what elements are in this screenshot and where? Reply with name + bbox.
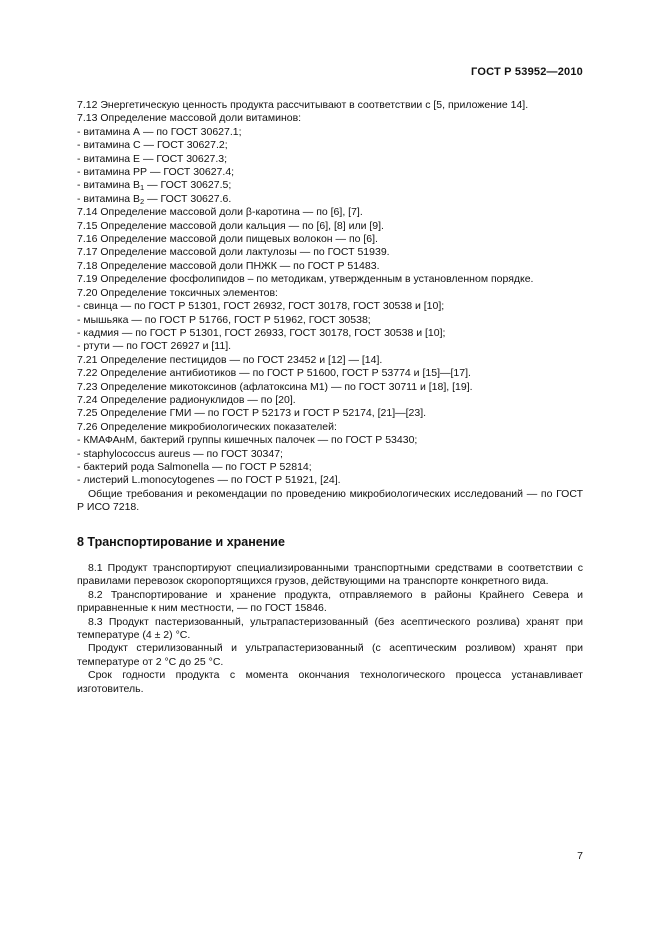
list-item: - мышьяка — по ГОСТ Р 51766, ГОСТ Р 51962, ГОСТ 30538; — [77, 313, 371, 326]
list-item: - витамина А — по ГОСТ 30627.1; — [77, 125, 242, 138]
list-item: - кадмия — по ГОСТ Р 51301, ГОСТ 26933, ГОСТ 30178, ГОСТ 30538 и [10]; — [77, 326, 446, 339]
paragraph: Продукт стерилизованный и ультрапастеризованный (с асептическим розливом) хранят при температуре от 2 °С до 25 °С. — [77, 642, 583, 668]
clause-7-14: 7.14 Определение массовой доли β-каротина — по [6], [7]. — [77, 206, 363, 219]
item-text: - витамина В — [77, 179, 141, 192]
list-item: - листерий L.monocytogenes — по ГОСТ Р 51921, [24]. — [77, 474, 341, 487]
list-item: - ртути — по ГОСТ 26927 и [11]. — [77, 340, 232, 353]
clause-7-26: 7.26 Определение микробиологических показателей: — [77, 420, 337, 433]
clause-7-18: 7.18 Определение массовой доли ПНЖК — по ГОСТ Р 51483. — [77, 259, 380, 272]
clause-7-24: 7.24 Определение радионуклидов — по [20]. — [77, 393, 296, 406]
paragraph: Срок годности продукта с момента окончания технологического процесса устанавливает изготовитель. — [77, 669, 583, 695]
clause-7-16: 7.16 Определение массовой доли пищевых волокон — по [6]. — [77, 233, 378, 246]
document-body — [77, 99, 583, 696]
clause-7-21: 7.21 Определение пестицидов — по ГОСТ 23452 и [12] — [14]. — [77, 353, 383, 366]
clause-8-3: 8.3 Продукт пастеризованный, ультрапастеризованный (без асептического розлива) хранят при температуре (4 ± 2) °С. — [77, 615, 583, 642]
list-item: - staphylococcus aureus — по ГОСТ 30347; — [77, 447, 283, 460]
list-item: - витамина Е — ГОСТ 30627.3; — [77, 152, 228, 165]
item-text: — ГОСТ 30627.5; — [144, 179, 232, 192]
clause-7-19: 7.19 Определение фосфолипидов – по методикам, утвержденным в установленном порядке. — [77, 273, 534, 286]
clause-8-1: 8.1 Продукт транспортируют специализированными транспортными средствами в соответствии с правилами перевозок скоропортящихся грузов, действующими на транспорте конкретного вида. — [77, 562, 583, 588]
clause-7-15: 7.15 Определение массовой доли кальция — по [6], [8] или [9]. — [77, 219, 384, 232]
clause-7-17: 7.17 Определение массовой доли лактулозы — по ГОСТ 51939. — [77, 246, 390, 259]
list-item: - витамина С — ГОСТ 30627.2; — [77, 139, 228, 152]
item-text: - витамина В — [77, 192, 141, 205]
list-item: - витамина РР — ГОСТ 30627.4; — [77, 166, 235, 179]
clause-7-25: 7.25 Определение ГМИ — по ГОСТ Р 52173 и ГОСТ Р 52174, [21]—[23]. — [77, 407, 427, 420]
clause-7-12: 7.12 Энергетическую ценность продукта рассчитывают в соответствии с [5, приложение 14]. — [77, 99, 529, 111]
list-item: - бактерий рода Salmonella — по ГОСТ Р 52814; — [77, 460, 312, 473]
page-header-standard: ГОСТ Р 53952—2010 — [471, 66, 583, 78]
list-item: - свинца — по ГОСТ Р 51301, ГОСТ 26932, ГОСТ 30178, ГОСТ 30538 и [10]; — [77, 300, 445, 313]
list-item-vitamin-b1 — [77, 179, 583, 192]
general-requirements: Общие требования и рекомендации по проведению микробиологических исследований — по ГОСТ Р ИСО 7218. — [77, 487, 583, 514]
list-item-vitamin-b2 — [77, 193, 583, 206]
clause-7-22: 7.22 Определение антибиотиков — по ГОСТ Р 51600, ГОСТ Р 53774 и [15]—[17]. — [77, 367, 471, 380]
clause-7-20: 7.20 Определение токсичных элементов: — [77, 286, 278, 299]
section-8-title: 8 Транспортирование и хранение — [77, 534, 285, 549]
page-number: 7 — [577, 850, 583, 862]
section-8-body — [77, 562, 583, 696]
clause-8-2: 8.2 Транспортирование и хранение продукта, отправляемого в районы Крайнего Севера и приравненные к ним местности, — по ГОСТ 15846. — [77, 588, 583, 615]
clause-7-23: 7.23 Определение микотоксинов (афлатоксина М1) — по ГОСТ 30711 и [18], [19]. — [77, 380, 473, 393]
item-text: — ГОСТ 30627.6. — [144, 192, 232, 205]
subscript: 1 — [140, 183, 145, 193]
clause-7-13: 7.13 Определение массовой доли витаминов: — [77, 112, 302, 125]
list-item: - КМАФАнМ, бактерий группы кишечных палочек — по ГОСТ Р 53430; — [77, 434, 418, 447]
subscript: 2 — [140, 196, 145, 206]
